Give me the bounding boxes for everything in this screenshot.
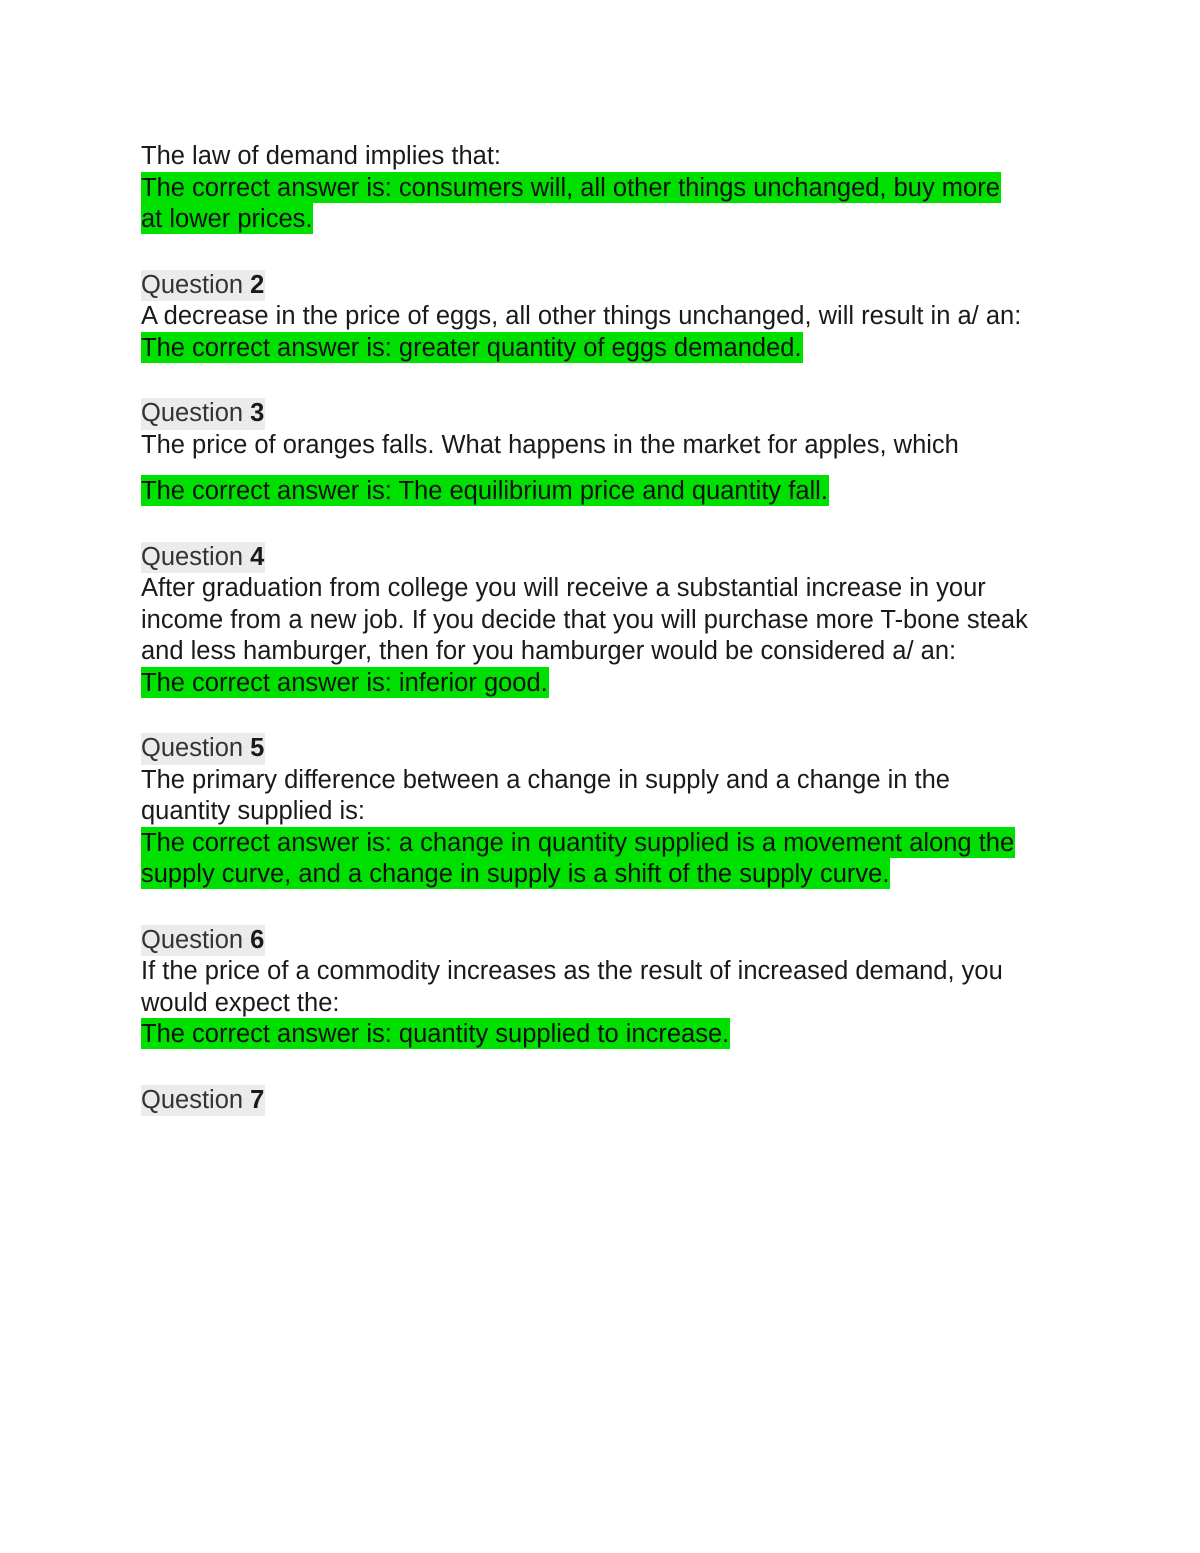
question-label-text: Question — [141, 270, 251, 299]
question-6 — [141, 925, 1071, 1051]
question-5-text: The primary difference between a change in supply and a change in the quantity supplied is: — [141, 765, 950, 825]
question-5-answer: The correct answer is: a change in quantity supplied is a movement along the supply curve, and a change in supply is a shift of the supply curve. — [141, 828, 1015, 888]
question-label-text: Question — [141, 542, 251, 571]
question-5 — [141, 733, 1071, 891]
question-number: 6 — [250, 925, 265, 954]
question-6-text: If the price of a commodity increases as the result of increased demand, you would expect the: — [141, 957, 1003, 1017]
document-page — [141, 141, 1071, 1116]
question-1-text: The law of demand implies that: — [141, 142, 502, 170]
question-2 — [141, 270, 1071, 365]
question-label-text: Question — [141, 399, 251, 427]
question-number: 2 — [250, 270, 265, 299]
question-label-text: Question — [141, 734, 251, 762]
question-3-label — [141, 398, 265, 430]
question-6-answer: The correct answer is: quantity supplied to increase. — [141, 1020, 730, 1048]
question-3-text: The price of oranges falls. What happens in the market for apples, which — [141, 430, 959, 459]
question-number: 5 — [250, 734, 265, 762]
question-1-answer: The correct answer is: consumers will, all other things unchanged, buy more at lower prices. — [141, 173, 1000, 233]
question-2-text: A decrease in the price of eggs, all other things unchanged, will result in a/ an: — [141, 302, 1022, 330]
question-number: 7 — [250, 1085, 265, 1114]
question-4-label — [141, 542, 265, 574]
question-label-text: Question — [141, 925, 251, 954]
question-7-label — [141, 1085, 265, 1117]
question-3-answer: The correct answer is: The equilibrium price and quantity fall. — [141, 477, 828, 505]
question-label-text: Question — [141, 1085, 251, 1114]
question-7 — [141, 1085, 1071, 1117]
question-3 — [141, 398, 1071, 508]
question-4 — [141, 542, 1071, 700]
question-1 — [141, 141, 1071, 236]
question-2-label — [141, 270, 265, 302]
question-5-label — [141, 733, 265, 765]
question-number: 3 — [250, 399, 265, 427]
question-4-text: After graduation from college you will receive a substantial increase in your income from a new job. If you decide that you will purchase more T-bone steak and less hamburger, then for you hamburger would be considered a/ an: — [141, 574, 1028, 665]
question-number: 4 — [250, 542, 265, 571]
question-4-answer: The correct answer is: inferior good. — [141, 668, 548, 697]
question-2-answer: The correct answer is: greater quantity of eggs demanded. — [141, 333, 802, 362]
question-6-label — [141, 925, 265, 957]
